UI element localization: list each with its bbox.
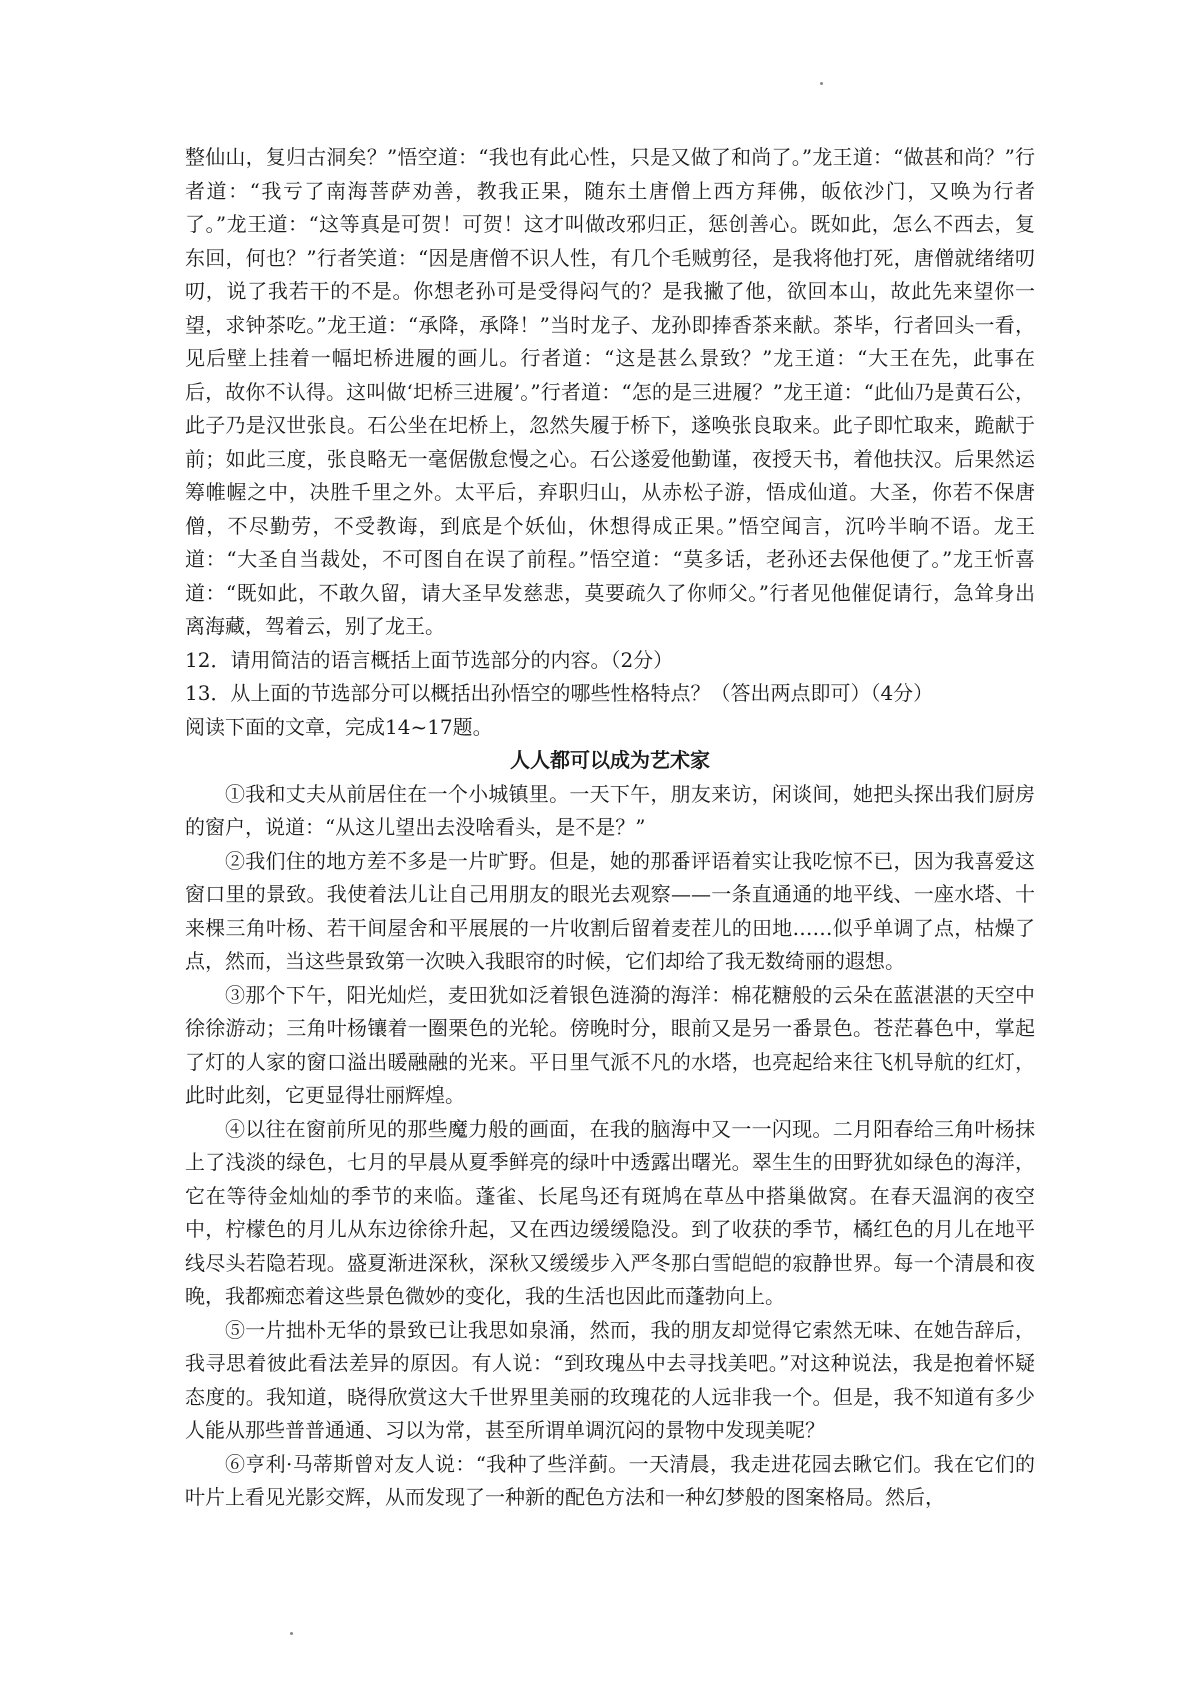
- article-paragraph-2: ②我们住的地方差不多是一片旷野。但是，她的那番评语着实让我吃惊不已，因为我喜爱这窗口里的景致。我使着法儿让自己用朋友的眼光去观察——一条直通通的地平线、一座水塔、十来棵三角叶杨、若干间屋舍和平展展的一片收割后留着麦茬儿的田地……似乎单调了点，枯燥了点，然而，当这些景致第一次映入我眼帘的时候，它们却给了我无数绮丽的遐想。: [185, 848, 1035, 973]
- question-12: 12．请用简洁的语言概括上面节选部分的内容。（2分）: [185, 647, 674, 672]
- article-paragraph-1: ①我和丈夫从前居住在一个小城镇里。一天下午，朋友来访，闲谈间，她把头探出我们厨房的窗户，说道：“从这儿望出去没啥看头，是不是？”: [185, 781, 1035, 839]
- novel-excerpt-paragraph: 整仙山，复归古洞矣？”悟空道：“我也有此心性，只是又做了和尚了。”龙王道：“做甚和尚？”行者道：“我亏了南海菩萨劝善，教我正果，随东土唐僧上西方拜佛，皈依沙门，又唤为行者了。”龙王道：“这等真是可贺！可贺！这才叫做改邪归正，惩创善心。既如此，怎么不西去，复东回，何也？”行者笑道：“因是唐僧不识人性，有几个毛贼剪径，是我将他打死，唐僧就绪绪叨叨，说了我若干的不是。你想老孙可是受得闷气的？是我撇了他，欲回本山，故此先来望你一望，求钟茶吃。”龙王道：“承降，承降！”当时龙子、龙孙即捧香茶来献。茶毕，行者回头一看，见后壁上挂着一幅圯桥进履的画儿。行者道：“这是甚么景致？”龙王道：“大王在先，此事在后，故你不认得。这叫做‘圯桥三进履’。”行者道：“怎的是三进履？”龙王道：“此仙乃是黄石公，此子乃是汉世张良。石公坐在圯桥上，忽然失履于桥下，遂唤张良取来。此子即忙取来，跪献于前；如此三度，张良略无一毫倨傲怠慢之心。石公遂爱他勤谨，夜授天书，着他扶汉。后果然运筹帷幄之中，决胜千里之外。太平后，弃职归山，从赤松子游，悟成仙道。大圣，你若不保唐僧，不尽勤劳，不受教诲，到底是个妖仙，休想得成正果。”悟空闻言，沉吟半晌不语。龙王道：“大圣自当裁处，不可图自在误了前程。”悟空道：“莫多话，老孙还去保他便了。”龙王忻喜道：“既如此，不敢久留，请大圣早发慈悲，莫要疏久了你师父。”行者见他催促请行，急耸身出离海藏，驾着云，别了龙王。: [185, 145, 1035, 638]
- scan-speck: [290, 1632, 293, 1635]
- article-paragraph-5: ⑤一片拙朴无华的景致已让我思如泉涌，然而，我的朋友却觉得它索然无味、在她告辞后，我寻思着彼此看法差异的原因。有人说：“到玫瑰丛中去寻找美吧。”对这种说法，我是抱着怀疑态度的。我知道，晓得欣赏这大千世界里美丽的玫瑰花的人远非我一个。但是，我不知道有多少人能从那些普普通通、习以为常，甚至所谓单调沉闷的景物中发现美呢？: [185, 1317, 1035, 1442]
- article-paragraph-6: ⑥亨利·马蒂斯曾对友人说：“我种了些洋蓟。一天清晨，我走进花园去瞅它们。我在它们的叶片上看见光影交辉，从而发现了一种新的配色方法和一种幻梦般的图案格局。然后，: [185, 1451, 1035, 1509]
- article-paragraph-3: ③那个下午，阳光灿烂，麦田犹如泛着银色涟漪的海洋：棉花糖般的云朵在蓝湛湛的天空中徐徐游动；三角叶杨镶着一圈栗色的光轮。傍晚时分，眼前又是另一番景色。苍茫暮色中，掌起了灯的人家的窗口溢出暖融融的光来。平日里气派不凡的水塔，也亮起给来往飞机导航的红灯，此时此刻，它更显得壮丽辉煌。: [185, 982, 1035, 1107]
- article-title: 人人都可以成为艺术家: [510, 748, 710, 772]
- question-13: 13．从上面的节选部分可以概括出孙悟空的哪些性格特点？（答出两点即可）（4分）: [185, 681, 934, 705]
- article-paragraph-4: ④以往在窗前所见的那些魔力般的画面，在我的脑海中又一一闪现。二月阳春给三角叶杨抹上了浅淡的绿色，七月的早晨从夏季鲜亮的绿叶中透露出曙光。翠生生的田野犹如绿色的海洋，它在等待金灿灿的季节的来临。蓬雀、长尾鸟还有斑鸠在草丛中搭巢做窝。在春天温润的夜空中，柠檬色的月儿从东边徐徐升起，又在西边缓缓隐没。到了收获的季节，橘红色的月儿在地平线尽头若隐若现。盛夏渐进深秋，深秋又缓缓步入严冬那白雪皑皑的寂静世界。每一个清晨和夜晚，我都痴恋着这些景色微妙的变化，我的生活也因此而蓬勃向上。: [185, 1116, 1035, 1308]
- scan-speck: [820, 82, 823, 85]
- text-block: [185, 141, 1035, 1515]
- reading-instruction: 阅读下面的文章，完成14~17题。: [185, 714, 493, 739]
